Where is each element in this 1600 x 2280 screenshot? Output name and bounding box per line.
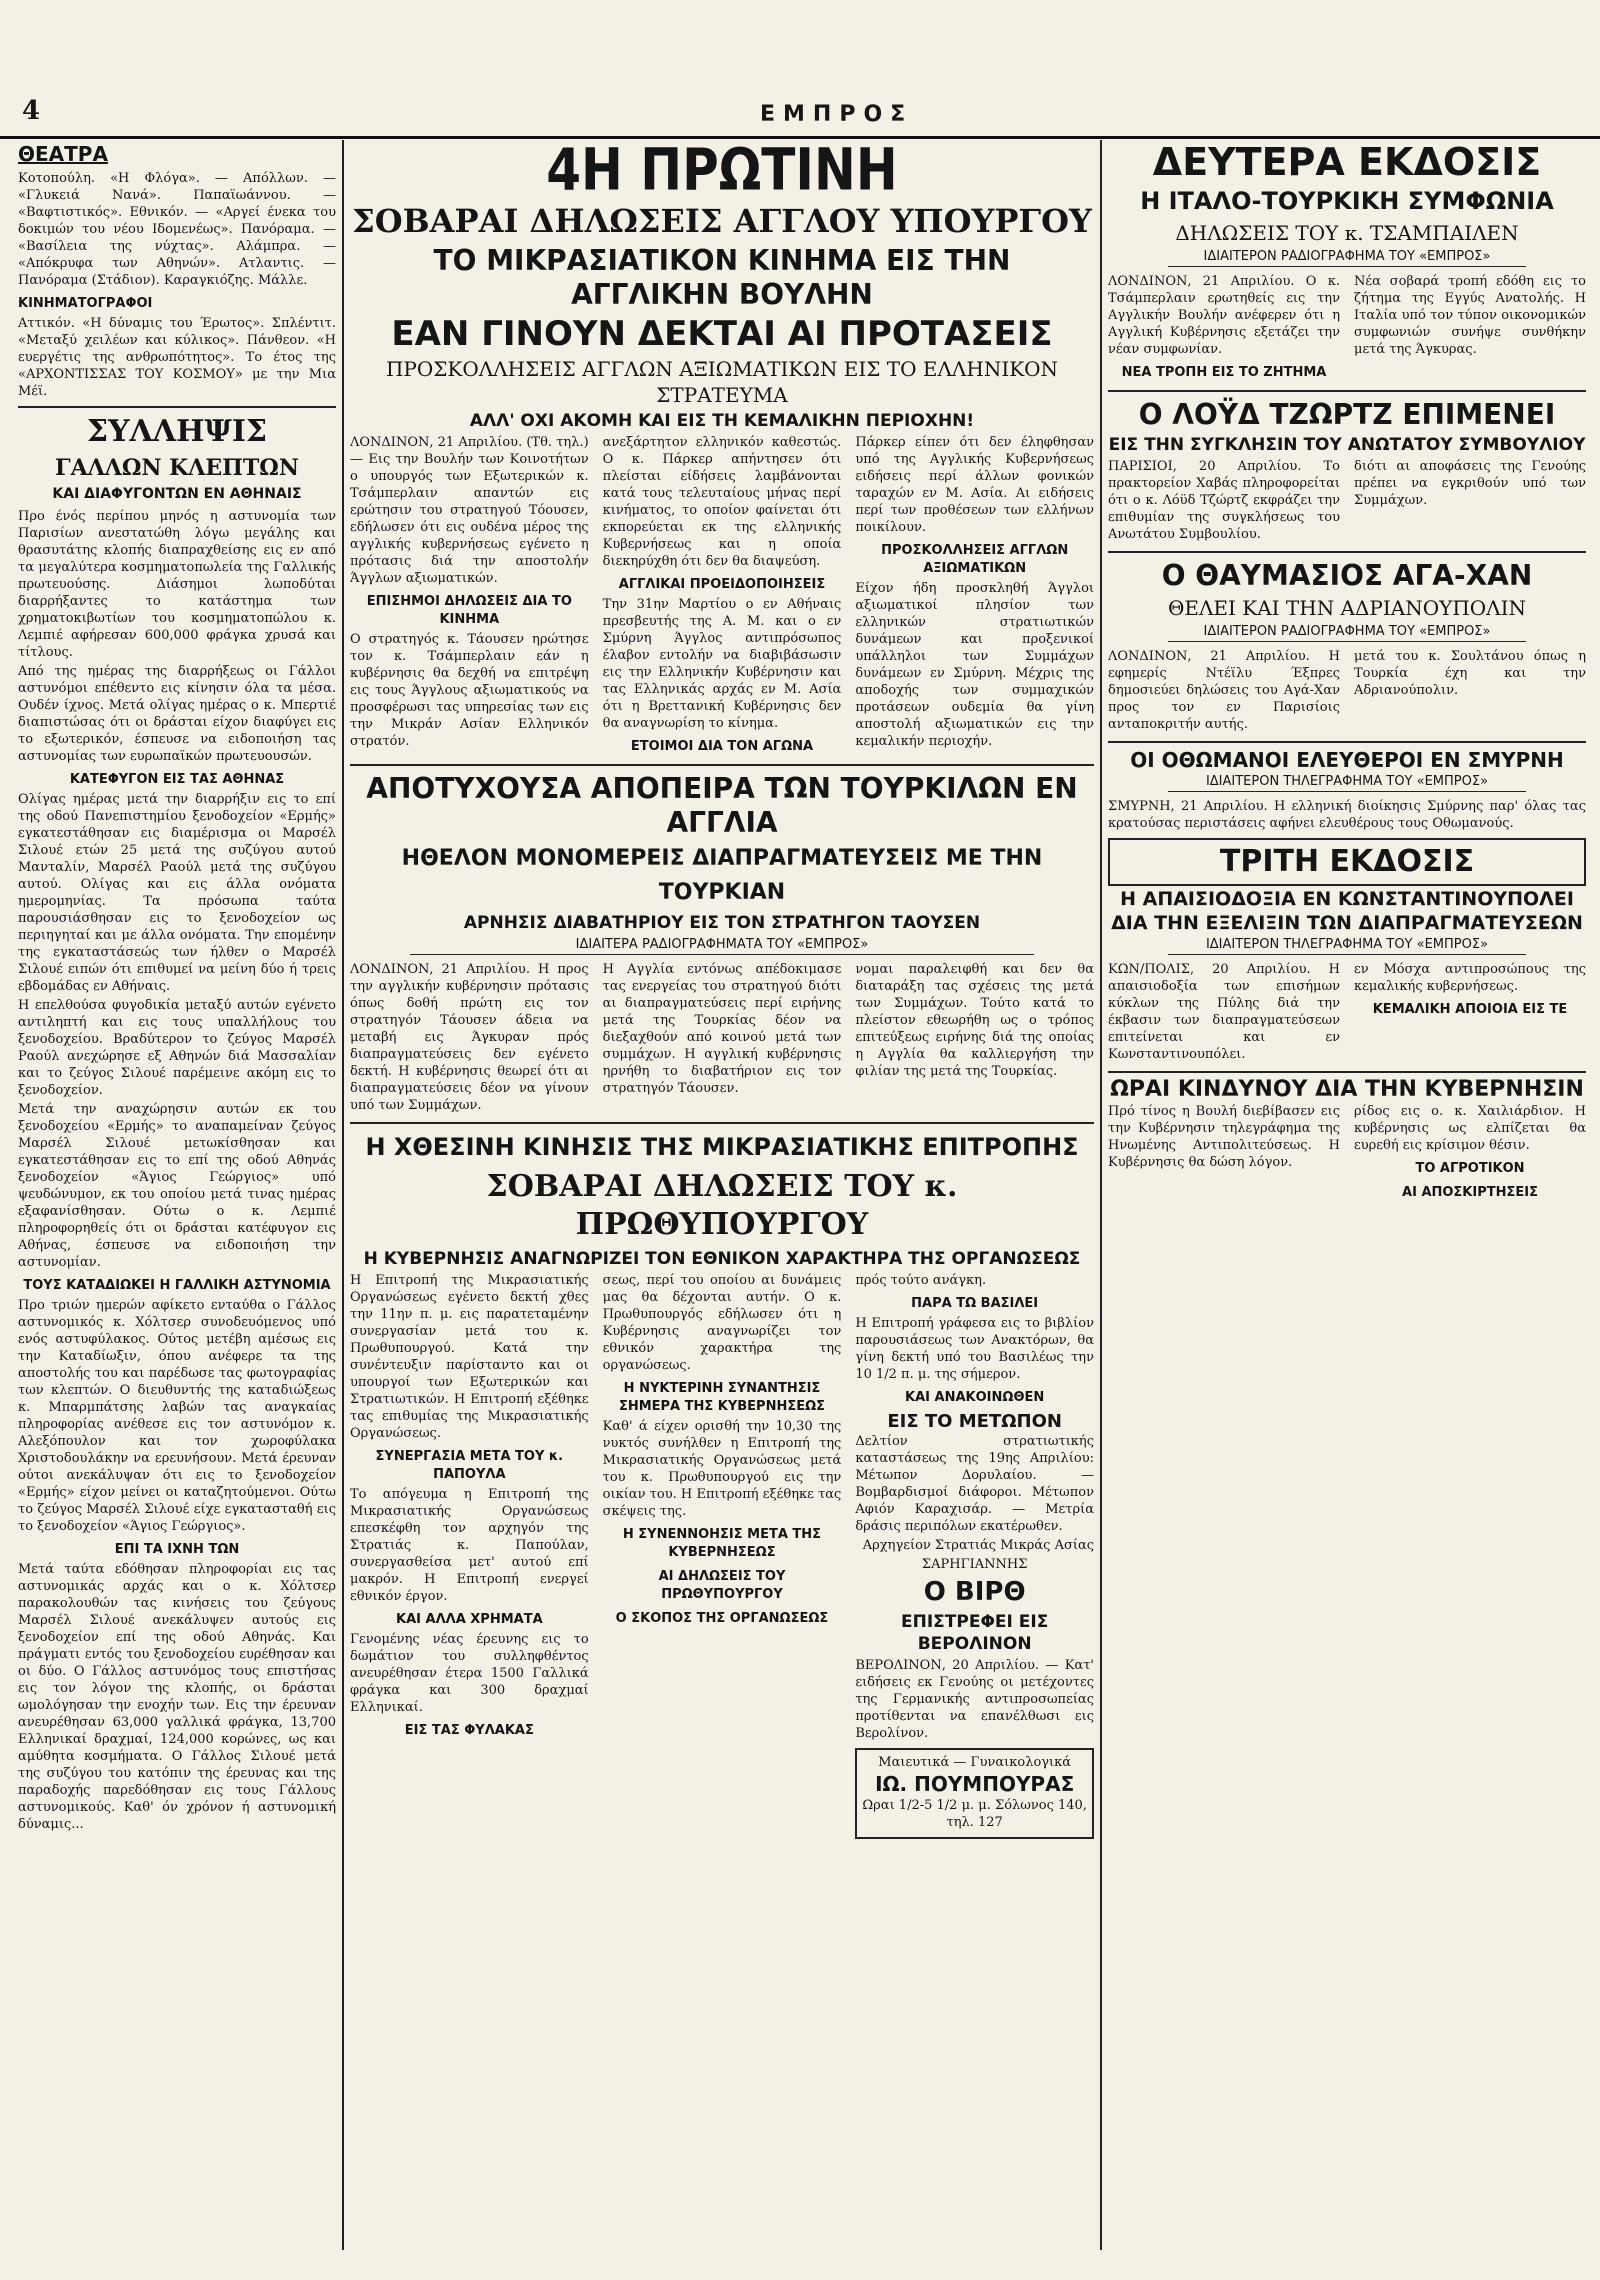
article-paragraph: μετά του κ. Σουλτάνου όπως η Τουρκία έχη και την Αδριανούπολιν. <box>1354 649 1586 698</box>
article-paragraph: ΛΟΝΔΙΝΟΝ, 21 Απριλίου. Η προς την αγγλικήν κυβέρνησιν πρότασις όπως δοθή πρώτη εις τον στρατηγόν Τάουσεν άδεια να μεταβή εις Άγκυραν πρός διαπραγματεύσεις δεν εγένετο δεκτή. Η κυβέρνησις θεωρεί ότι αι διαπραγματεύσεις δέον να γίνουν υπό των Συμμάχων. <box>350 962 589 1113</box>
article-paragraph: Προ τριών ημερών αφίκετο ενταύθα ο Γάλλος αστυνομικός κ. Χόλτσερ συνοδευόμενος υπό ενός αστυφύλακος. Ούτος μετέβη αμέσως εις την Καταδίωξιν, όπου ανέφερε τα της αποστολής του και παρέδωσε τας φωτογραφίας των κλεπτών. Ο διευθυντής της καταδιώξεως κ. Μπαρμπάτσης λαβών τας αναγκαίας πληροφορίας ανέθεσε εις τον αστυνόμον κ. Αλεξόπουλον και τον χωροφύλακα Χριστοδουλάκην να ερευνήσουν. Μετά έρευναν ούτοι ανεκάλυψαν ότι εις το ξενοδοχείον «Ερμής» είχον μείνει οι καταζητούμενοι. Ούτω το ζεύγος Μαρσέλ Σιλουέ είχε εγκατασταθή εις το ξενοδοχείον «Άγιος Γεώργιος». <box>18 1298 336 1534</box>
divider <box>1108 1071 1586 1073</box>
article-paragraph: Μετά την αναχώρησιν αυτών εκ του ξενοδοχείου «Ερμής» το αναπαμείναν ζεύγος Μαρσέλ Σιλουέ μετωκίσθησαν και εγκατεστάθησαν εις το επί της οδού Αθηνάς ξενοδοχείον «Άγιος Γεώργιος» υπό ψευδώνυμον, εκ του οποίου μετά τινας ημέρας εξαφανίσθησαν. Ούτω ο κ. Λεμπιέ πληροφορηθείς ότι οι δράσται κατέφυγον εις Αθήνας, έσπευσε να ειδοποιήση την αστυνομίαν. <box>18 1102 336 1270</box>
article-subheadline: ΕΠΙΣΤΡΕΦΕΙ ΕΙΣ ΒΕΡΟΛΙΝΟΝ <box>901 1612 1049 1654</box>
article-headline: Η ΑΠΑΙΣΙΟΔΟΞΙΑ ΕΝ ΚΩΝΣΤΑΝΤΙΝΟΥΠΟΛΕΙ <box>1120 888 1574 910</box>
article-subhead: ΕΠΙ ΤΑ ΙΧΝΗ ΤΩΝ <box>114 1542 240 1557</box>
article-subheadline: ΕΙΣ ΤΗΝ ΣΥΓΚΛΗΣΙΝ ΤΟΥ ΑΝΩΤΑΤΟΥ ΣΥΜΒΟΥΛΙΟΥ <box>1108 435 1586 455</box>
article-column <box>1354 961 1586 1065</box>
article-paragraph: εν Μόσχα αντιπροσώπους της κεμαλικής κυβερνήσεως. <box>1354 962 1586 994</box>
article-paragraph: Γενομένης νέας έρευνης εις το δωμάτιον του συλληφθέντος ανευρέθησαν έτερα 1500 Γαλλικά φράγκα και 300 δραχμαί Ελληνικαί. <box>350 1632 589 1715</box>
divider <box>350 764 1094 766</box>
article-kicker: ΙΔΙΑΙΤΕΡΟΝ ΤΗΛΕΓΡΑΦΗΜΑ ΤΟΥ «ΕΜΠΡΟΣ» <box>1168 773 1526 792</box>
article-subheadline: ΘΕΛΕΙ ΚΑΙ ΤΗΝ ΑΔΡΙΑΝΟΥΠΟΛΙΝ <box>1167 596 1527 620</box>
article-subheadline: Η ΚΥΒΕΡΝΗΣΙΣ ΑΝΑΓΝΩΡΙΖΕΙ ΤΟΝ ΕΘΝΙΚΟΝ ΧΑΡΑΚΤΗΡΑ ΤΗΣ ΟΡΓΑΝΩΣΕΩΣ <box>363 1249 1081 1269</box>
article-subhead: ΠΑΡΑ ΤΩ ΒΑΣΙΛΕΙ <box>911 1296 1039 1311</box>
article-columns <box>350 961 1094 1116</box>
edition-title: 4Η ΠΡΩΤΙΝΗ <box>546 140 898 204</box>
main-headline-2: ΤΟ ΜΙΚΡΑΣΙΑΤΙΚΟΝ ΚΙΝΗΜΑ ΕΙΣ ΤΗΝ ΑΓΓΛΙΚΗΝ ΒΟΥΛΗΝ <box>433 244 1011 311</box>
article-paragraph: Η Επιτροπή γράφεσα εις το βιβλίον παρουσιάσεως των Ανακτόρων, θα γίνη δεκτή υπό του Βασιλέως την 10 1/2 π. μ. της σήμερον. <box>855 1316 1094 1382</box>
article-headline: ΣΥΛΛΗΨΙΣ <box>86 414 268 449</box>
page-number: 4 <box>22 96 41 126</box>
article-paragraph: Προ ένός περίπου μηνός η αστυνομία των Παρισίων ανεστατώθη λόγω μεγάλης και θρασυτάτης κλοπής διαπραχθείσης εις εν από τα μεγαλύτερα κοσμηματοπωλεία της Γαλλικής πρωτευούσης. Διάσημοι λωποδύται διαρρήξαντες το κατάστημα των χρηματοκιβωτίων του κοσμηματοπώλου κ. Λεμπιέ αφήρεσαν 600,000 φράγκα χρυσά και τίτλους. <box>18 509 336 660</box>
article-subheadline: ΔΗΛΩΣΕΙΣ ΤΟΥ κ. ΤΣΑΜΠΑΙΛΕΝ <box>1175 221 1519 245</box>
article-paragraph: Ολίγας ημέρας μετά την διαρρήξιν εις το επί της οδού Πανεπιστημίου ξενοδοχείον «Ερμής» εγκατεστάθησαν εις διαμέρισμα οι Μαρσέλ Σιλουέ ετών 25 μετά της συζύγου αυτού Μανταλίν, Μαρσέλ Ραούλ μετά της συζύγου αυτού. Ολίγας και εις άλλα ονόματα ημερομηνίας. Τα πρόσωπα ταύτα παρουσιάσθησαν εις το ξενοδοχείον ως περιηγηταί και με άλλα ονόματα. Την επομένην της εγκαταστάσεώς των ήλθεν ο Μαρσέλ Σιλουέ ειπών ότι επιθυμεί να μείνη δύο ή τρεις εβδομάδας εν Αθήναις. <box>18 792 336 994</box>
article-paragraph: νομαι παραλειφθή και δεν θα διαταράξη τας σχέσεις της μετά των Συμμάχων. Τούτο κατά το πλείστον εθεωρήθη ως ο τρόπος επιτεύξεως ειρήνης διά της οποίας η Αγγλία θα καλλιεργήση την φιλίαν της μετά της Τουρκίας. <box>855 962 1094 1079</box>
article-subhead: ΚΑΤΕΦΥΓΟΝ ΕΙΣ ΤΑΣ ΑΘΗΝΑΣ <box>69 772 285 787</box>
article-headline: Ο ΘΑΥΜΑΣΙΟΣ ΑΓΑ-ΧΑΝ <box>1161 559 1533 592</box>
main-headline: ΣΟΒΑΡΑΙ ΔΗΛΩΣΕΙΣ ΑΓΓΛΟΥ ΥΠΟΥΡΓΟΥ <box>352 202 1092 240</box>
article-paragraph: ΛΟΝΔΙΝΟΝ, 21 Απριλίου. Ο κ. Τσάμπερλαιν ερωτηθείς εις την Αγγλικήν Βουλήν ανέφερεν ότι η Αγγλική Κυβέρνησις εξετάζει την νέαν συμφωνίαν. <box>1108 274 1340 357</box>
article-paragraph: διότι αι αποφάσεις της Γενούης πρέπει να εγκριθούν υπό των Συμμάχων. <box>1354 459 1586 508</box>
article-paragraph: ΚΩΝ/ΠΟΛΙΣ, 20 Απριλίου. Η απαισιοδοξία των επισήμων κύκλων της Πύλης διά την έκβασιν των διαπραγματεύσεων επιτείνεται και εν Κωνσταντινουπόλει. <box>1108 962 1340 1062</box>
divider <box>18 406 336 408</box>
divider <box>1108 741 1586 743</box>
ad-name: ΙΩ. ΠΟΥΜΠΟΥΡΑΣ <box>875 1772 1075 1796</box>
article-columns <box>350 434 1094 758</box>
article-headline: Η ΧΘΕΣΙΝΗ ΚΙΝΗΣΙΣ ΤΗΣ ΜΙΚΡΑΣΙΑΤΙΚΗΣ ΕΠΙΤΡΟΠΗΣ <box>365 1133 1079 1161</box>
article-paragraph: Την 31ην Μαρτίου ο εν Αθήναις πρεσβευτής της Α. Μ. και ο εν Σμύρνη Άγγλος αντιπρόσωπος έλαβον εντολήν να διαβιβάσωσιν εις την Ελληνικήν Κυβέρνησιν και τας Ελληνικάς αρχάς εν Μ. Ασία ότι η Βρεττανική Κυβέρνησις δεν θα αναγνωρίση το κίνημα. <box>602 597 842 731</box>
article-column <box>855 1272 1094 1839</box>
article-columns <box>350 1272 1094 1839</box>
article-paragraph: Μετά ταύτα εδόθησαν πληροφορίαι εις τας αστυνομικάς αρχάς και ο κ. Χόλτσερ παρακολουθών τας κινήσεις του ζεύγους Μαρσέλ Σιλουέ ανεκάλυψεν αυτούς εις ξενοδοχείον επί της οδού Αθηνάς. Και πράγματι εντός του ξενοδοχείου ευρέθησαν και οι δύο. Ο Γάλλος αστυνόμος τους επιστήσας εις τον λόγον της κλοπής, οι δράσται ωμολόγησαν την ενοχήν των. Εις την έρευναν ανευρέθησαν 63,000 γαλλικά φράγκα, 13,700 Ελληνικαί δραχμαί, 124,000 κορώνες, ως και αμύθητα κοσμήματα. Ο Γάλλος Σιλουέ μετά της συζύγου του κατόπιν της έρευνας και της παραδοχής παρεδόθησαν εις τους Γάλλους αστυνομικούς. Καθ' όν χρόνον ή αστυνομική δύναμις... <box>18 1562 336 1832</box>
theatres-header: ΘΕΑΤΡΑ <box>18 142 108 166</box>
left-column <box>18 140 336 2250</box>
article-headline: ΑΠΟΤΥΧΟΥΣΑ ΑΠΟΠΕΙΡΑ ΤΩΝ ΤΟΥΡΚΙΛΩΝ ΕΝ ΑΓΓΛΙΑ <box>366 772 1078 839</box>
divider <box>1108 551 1586 553</box>
article-paragraph: Από της ημέρας της διαρρήξεως οι Γάλλοι αστυνόμοι επέθεντο εις κίνησιν όλα τα μέσα. Ουδέν ίχνος. Μετά ολίγας ημέρας ο κ. Μπερτιέ διαπιστώσας ότι οι δράσται είχον διαφύγει εις το εξωτερικόν, έσπευσε να ειδοποιήση τας αστυνομίας των ευρωπαϊκών πρωτευουσών. <box>18 664 336 764</box>
doctor-advertisement <box>855 1748 1094 1839</box>
article-columns <box>1108 961 1586 1065</box>
article-column <box>1108 273 1340 384</box>
article-headline-2: ΣΟΒΑΡΑΙ ΔΗΛΩΣΕΙΣ ΤΟΥ κ. ΠΡΩΘΥΠΟΥΡΓΟΥ <box>486 1169 958 1242</box>
article-subhead: ΚΑΙ ΑΝΑΚΟΙΝΩΘΕΝ <box>905 1390 1045 1405</box>
signature-name: ΣΑΡΗΓΙΑΝΝΗΣ <box>921 1557 1028 1572</box>
article-paragraph: Η Επιτροπή της Μικρασιατικής Οργανώσεως εγένετο δεκτή χθες την 11ην π. μ. εις παρατεταμένην συνεργασίαν μετά του κ. Πρωθυπουργού. Κατά την συνέντευξιν παρίσταντο και οι υπουργοί των Εξωτερικών και Στρατιωτικών. Η Επιτροπή εξέθηκε τας επιθυμίας της Μικρασιατικής Οργανώσεως. <box>350 1273 589 1441</box>
right-column <box>1108 140 1586 2250</box>
column-rule <box>342 140 344 2250</box>
article-subhead: Ο ΣΚΟΠΟΣ ΤΗΣ ΟΡΓΑΝΩΣΕΩΣ <box>615 1611 829 1626</box>
article-subhead: ΚΑΙ ΑΛΛΑ ΧΡΗΜΑΤΑ <box>396 1612 543 1627</box>
article-headline: Ο ΛΟΫΔ ΤΖΩΡΤΖ ΕΠΙΜΕΝΕΙ <box>1138 398 1556 431</box>
article-column <box>350 434 589 758</box>
masthead-bar <box>0 96 1600 139</box>
article-paragraph: ΣΜΥΡΝΗ, 21 Απριλίου. Η ελληνική διοίκησις Σμύρνης παρ' όλας τας κρατούσας περιστάσεις αφήνει ελευθέρους τους Οθωμανούς. <box>1108 799 1586 831</box>
article-headline-2: ΓΑΛΛΩΝ ΚΛΕΠΤΩΝ <box>55 455 299 481</box>
article-paragraph: ανεξάρτητον ελληνικόν καθεστώς. Ο κ. Πάρκερ απήντησεν ότι πλείσται είδήσεις λαμβάνονται κατά τους τελευταίους μήνας περί κινήματος, το οποίον φαίνεται ότι εκπορεύεται εκ της ελληνικής Κυβερνήσεως και η οποία διεκηρύχθη ότι δεν θα διαψεύση. <box>602 435 842 569</box>
article-subhead: ΑΙ ΔΗΛΩΣΕΙΣ ΤΟΥ ΠΡΩΘΥΠΟΥΡΓΟΥ <box>658 1569 786 1602</box>
article-column <box>350 1272 589 1839</box>
article-subhead: ΕΠΙΣΗΜΟΙ ΔΗΛΩΣΕΙΣ ΔΙΑ ΤΟ ΚΙΝΗΜΑ <box>366 594 572 627</box>
theatres-listing: Κοτοπούλη. «Η Φλόγα». — Απόλλων. — «Γλυκειά Νανά». Παπαϊωάννου. — «Βαφτιστικός». Εθνικόν. — «Αργεί ένεκα του δοκιμών του νέου Ιδομενέως». Πανόραμα. — «Βασίλεια της νύχτας». Αλάμπρα. — «Απόκρυφα των Αθηνών». Ατλαντις. — Πανόραμα (Στάδιον). Καραγκιόζης. Μάλλε. <box>18 171 336 288</box>
center-column <box>350 140 1094 2250</box>
article-subhead: ΣΥΝΕΡΓΑΣΙΑ ΜΕΤΑ ΤΟΥ κ. ΠΑΠΟΥΛΑ <box>375 1449 564 1482</box>
column-rule <box>1100 140 1102 2250</box>
edition-title: ΤΡΙΤΗ ΕΚΔΟΣΙΣ <box>1219 844 1475 879</box>
main-headline-3: ΕΑΝ ΓΙΝΟΥΝ ΔΕΚΤΑΙ ΑΙ ΠΡΟΤΑΣΕΙΣ <box>391 314 1053 354</box>
article-paragraph: Καθ' ά είχεν ορισθή την 10,30 της νυκτός συνήλθεν η Επιτροπή της Μικρασιατικής Οργανώσεως μετά του κ. Πρωθυπουργού εις την οικίαν του. Η Επιτροπή εξέθηκε τας σκέψεις της. <box>602 1419 842 1519</box>
article-subhead: ΑΓΓΛΙΚΑΙ ΠΡΟΕΙΔΟΠΟΙΗΣΕΙΣ <box>618 577 826 592</box>
article-kicker: ΙΔΙΑΙΤΕΡΟΝ ΤΗΛΕΓΡΑΦΗΜΑ ΤΟΥ «ΕΜΠΡΟΣ» <box>1168 936 1526 955</box>
article-subhead: ΕΙΣ ΤΟ ΜΕΤΩΠΟΝ <box>887 1411 1062 1432</box>
signature-line: Αρχηγείον Στρατιάς Μικράς Ασίας <box>862 1538 1094 1553</box>
article-subhead: ΕΙΣ ΤΑΣ ΦΥΛΑΚΑΣ <box>404 1723 534 1738</box>
article-paragraph: Πρό τίνος η Βουλή διεβίβασεν εις την Κυβέρνησιν τηλεγράφημα της Ηνωμένης Αντιπολιτεύσεως. Η Κυβέρνησις θα δώση λόγον. <box>1108 1104 1340 1170</box>
article-subhead: ΠΡΟΣΚΟΛΛΗΣΕΙΣ ΑΓΓΛΩΝ ΑΞΙΩΜΑΤΙΚΩΝ <box>881 543 1069 576</box>
article-kicker: ΙΔΙΑΙΤΕΡΑ ΡΑΔΙΟΓΡΑΦΗΜΑΤΑ ΤΟΥ «ΕΜΠΡΟΣ» <box>410 936 1034 955</box>
article-subheadline: ΚΑΙ ΔΙΑΦΥΓΟΝΤΩΝ ΕΝ ΑΘΗΝΑΙΣ <box>52 486 302 502</box>
article-paragraph: Η επελθούσα φυγοδικία μεταξύ αυτών εγένετο αντιληπτή και εις τους υπαλλήλους του ξενοδοχείου. Βραδύτερον το ζεύγος Μαρσέλ Ραούλ ανεχώρησε εξ Αθηνών διά Μασσαλίαν και το ζεύγος Σιλουέ παρέμεινε ακόμη εις το ξενοδοχείον. <box>18 998 336 1098</box>
article-paragraph: Νέα σοβαρά τροπή εδόθη εις το ζήτημα της Εγγύς Ανατολής. Η Ιταλία υπό τον τύπον οικονομικών συμφωνιών συνήψε συνθήκην μετά της Άγκυρας. <box>1354 274 1586 357</box>
article-kicker: ΙΔΙΑΙΤΕΡΟΝ ΡΑΔΙΟΓΡΑΦΗΜΑ ΤΟΥ «ΕΜΠΡΟΣ» <box>1168 623 1526 642</box>
article-column <box>1354 1103 1586 1204</box>
ad-specialty: Μαιευτικά — Γυναικολογικά <box>878 1755 1072 1770</box>
article-headline: Η ΙΤΑΛΟ-ΤΟΥΡΚΙΚΗ ΣΥΜΦΩΝΙΑ <box>1140 187 1554 215</box>
main-kicker: ΑΛΛ' ΟΧΙ ΑΚΟΜΗ ΚΑΙ ΕΙΣ ΤΗ ΚΕΜΑΛΙΚΗΝ ΠΕΡΙΟΧΗΝ! <box>469 411 975 431</box>
newspaper-name: ΕΜΠΡΟΣ <box>760 102 914 127</box>
article-headline: ΟΙ ΟΘΩΜΑΝΟΙ ΕΛΕΥΘΕΡΟΙ ΕΝ ΣΜΥΡΝΗ <box>1130 748 1564 772</box>
article-paragraph: ΛΟΝΔΙΝΟΝ, 21 Απριλίου. Η εφημερίς Ντέϊλυ Έξπρες δημοσιεύει δηλώσεις του Αγά-Χαν προς τον εν Παρισίοις ανταποκριτήν αυτής. <box>1108 649 1340 732</box>
article-subhead: ΤΟ ΑΓΡΟΤΙΚΟΝ <box>1415 1161 1525 1176</box>
third-edition-banner <box>1108 838 1586 886</box>
article-subheadline: ΑΡΝΗΣΙΣ ΔΙΑΒΑΤΗΡΙΟΥ ΕΙΣ ΤΟΝ ΣΤΡΑΤΗΓΟΝ ΤΑΟΥΣΕΝ <box>463 913 981 933</box>
article-paragraph: Το απόγευμα η Επιτροπή της Μικρασιατικής Οργανώσεως επεσκέφθη τον αρχηγόν της Στρατιάς κ. Παπούλαν, συνεργασθείσα μετ' αυτού επί μακρόν. Η Επιτροπή ενεργεί εθνικόν έργον. <box>350 1487 589 1604</box>
cinema-header: ΚΙΝΗΜΑΤΟΓΡΑΦΟΙ <box>18 296 153 311</box>
article-columns <box>1108 273 1586 384</box>
article-subhead: Η ΣΥΝΕΝΝΟΗΣΙΣ ΜΕΤΑ ΤΗΣ ΚΥΒΕΡΝΗΣΕΩΣ <box>622 1527 822 1560</box>
article-kicker: ΙΔΙΑΙΤΕΡΟΝ ΡΑΔΙΟΓΡΑΦΗΜΑ ΤΟΥ «ΕΜΠΡΟΣ» <box>1168 248 1526 267</box>
ad-address: Ωραι 1/2-5 1/2 μ. μ. Σόλωνος 140, τηλ. 127 <box>862 1798 1087 1830</box>
article-paragraph: Ο στρατηγός κ. Τάουσεν ηρώτησε τον κ. Τσάμπερλαιν εάν η κυβέρνησις θα δεχθή να επιτρέψη εις τους Άγγλους αξιωματικούς να προσφέρωσι τας υπηρεσίας των εις την Μικράν Ασίαν Ελληνικόν στρατόν. <box>350 632 589 749</box>
article-paragraph: πρός τούτο ανάγκη. <box>855 1273 987 1288</box>
article-paragraph: ΒΕΡΟΛΙΝΟΝ, 20 Απριλίου. — Κατ' ειδήσεις εκ Γενούης οι μετέχοντες της Γερμανικής αντιπροσωπείας προτίθενται να επανέλθωσι εις Βερολίνον. <box>855 1658 1094 1741</box>
main-subheadline: ΠΡΟΣΚΟΛΛΗΣΕΙΣ ΑΓΓΛΩΝ ΑΞΙΩΜΑΤΙΚΩΝ ΕΙΣ ΤΟ ΕΛΛΗΝΙΚΟΝ ΣΤΡΑΤΕΥΜΑ <box>385 357 1059 407</box>
article-subhead: ΚΕΜΑΛΙΚΗ ΑΠΟΙΟΙΑ ΕΙΣ ΤΕ <box>1372 1002 1568 1017</box>
article-column <box>603 434 842 758</box>
article-headline: ΩΡΑΙ ΚΙΝΔΥΝΟΥ ΔΙΑ ΤΗΝ ΚΥΒΕΡΝΗΣΙΝ <box>1110 1077 1584 1102</box>
divider <box>350 1122 1094 1124</box>
divider <box>1108 390 1586 392</box>
article-paragraph: ΛΟΝΔΙΝΟΝ, 21 Απριλίου. (Τθ. τηλ.) — Εις την Βουλήν των Κοινοτήτων ο υπουργός των Εξωτερικών κ. Τσάμπερλαιν απαντών εις ερώτησιν του στρατηγού Τόουσεν, εδήλωσεν ότι εις ουδένα μέρος της αγγλικής κυβερνήσεως εγένετο η πρότασις διά την αποστολήν Άγγλων αξιωματικών. <box>350 435 589 586</box>
article-subhead: ΝΕΑ ΤΡΟΠΗ ΕΙΣ ΤΟ ΖΗΤΗΜΑ <box>1121 365 1327 380</box>
article-paragraph: σεως, περί του οποίου αι δυνάμεις μας θα δέχονται αυτήν. Ο κ. Πρωθυπουργός εδήλωσεν ότι η Κυβέρνησις αναγνωρίζει τον εθνικόν χαρακτήρα της οργανώσεως. <box>602 1273 842 1373</box>
article-paragraph: Η Αγγλία εντόνως απέδοκιμασε τας ενεργείας του στρατηγού διότι αι διαπραγματεύσεις περί ειρήνης μετά της Τουρκίας δέον να διεξαχθούν από κοινού μετά των συμμάχων. Η αγγλική κυβέρνησις ηρνήθη το διαβατήριον εις τον στρατηγόν Τάουσεν. <box>602 962 842 1096</box>
article-paragraph: Δελτίον στρατιωτικής καταστάσεως της 19ης Απριλίου: Μέτωπον Δορυλαίου. — Βομβαρδισμοί διάφοροι. Μέτωπον Αφιόν Καραχισάρ. — Μετρία δράσις περιπόλων εκατέρωθεν. <box>855 1434 1094 1534</box>
article-columns <box>1108 1103 1586 1204</box>
article-subhead: ΑΙ ΑΠΟΣΚΙΡΤΗΣΕΙΣ <box>1402 1185 1538 1200</box>
cinema-listing: Αττικόν. «Η δύναμις του Έρωτος». Σπλέντιτ. «Μεταξύ χειλέων και κύλικος». Πάνθεον. «Η ευεργέτις της ανθρωπότητος». Το έτος της «ΑΡΧΟΝΤΙΣΣΑΣ ΤΟΥ ΚΟΣΜΟΥ» με την Μια Μέϊ. <box>18 316 336 399</box>
article-column <box>855 434 1094 758</box>
article-headline-2: ΗΘΕΛΟΝ ΜΟΝΟΜΕΡΕΙΣ ΔΙΑΠΡΑΓΜΑΤΕΥΣΕΙΣ ΜΕ ΤΗΝ ΤΟΥΡΚΙΑΝ <box>401 846 1043 905</box>
article-subhead: Η ΝΥΚΤΕΡΙΝΗ ΣΥΝΑΝΤΗΣΙΣ ΣΗΜΕΡΑ ΤΗΣ ΚΥΒΕΡΝΗΣΕΩΣ <box>618 1381 826 1414</box>
article-paragraph: Πάρκερ είπεν ότι δεν έληφθησαν υπό της Αγγλικής Κυβερνήσεως ειδήσεις περί άλλων φονικών ταραχών εν Μ. Ασία. Αι ειδήσεις περί των προθέσεων των ελλήνων ποικίλουν. <box>855 435 1094 535</box>
article-column <box>603 1272 842 1839</box>
article-columns <box>1108 458 1586 545</box>
edition-title: ΔΕΥΤΕΡΑ ΕΚΔΟΣΙΣ <box>1152 140 1542 184</box>
article-columns <box>1108 648 1586 735</box>
article-paragraph: Είχον ήδη προσκληθή Άγγλοι αξιωματικοί πλησίον των ελληνικών στρατιωτικών δυνάμεων και προξενικοί υπάλληλοι των Συμμάχων δυνάμεων εν Σμύρνη. Μέχρις της αποδοχής των συμμαχικών προτάσεων ουδεμία θα γίνη αποστολή αξιωματικών εις την κεμαλικήν περιοχήν. <box>855 581 1094 749</box>
article-paragraph: ΠΑΡΙΣΙΟΙ, 20 Απριλίου. Το πρακτορείον Χαβάς πληροφορείται ότι ο κ. Λόϋδ Τζώρτζ εκφράζει την επιθυμίαν της συγκλήσεως του Ανωτάτου Συμβουλίου. <box>1108 459 1340 542</box>
article-paragraph: ρίδος εις ο. κ. Χαιλιάρδιον. Η κυβέρνησις ως ελπίζεται θα ευρεθή εις κρίσιμον θέσιν. <box>1354 1104 1586 1153</box>
article-headline: Ο ΒΙΡΘ <box>923 1577 1026 1607</box>
article-subhead: ΤΟΥΣ ΚΑΤΑΔΙΩΚΕΙ Η ΓΑΛΛΙΚΗ ΑΣΤΥΝΟΜΙΑ <box>23 1278 331 1293</box>
article-headline-2: ΔΙΑ ΤΗΝ ΕΞΕΛΙΞΙΝ ΤΩΝ ΔΙΑΠΡΑΓΜΑΤΕΥΣΕΩΝ <box>1111 912 1583 934</box>
article-subhead: ΕΤΟΙΜΟΙ ΔΙΑ ΤΟΝ ΑΓΩΝΑ <box>630 739 814 754</box>
